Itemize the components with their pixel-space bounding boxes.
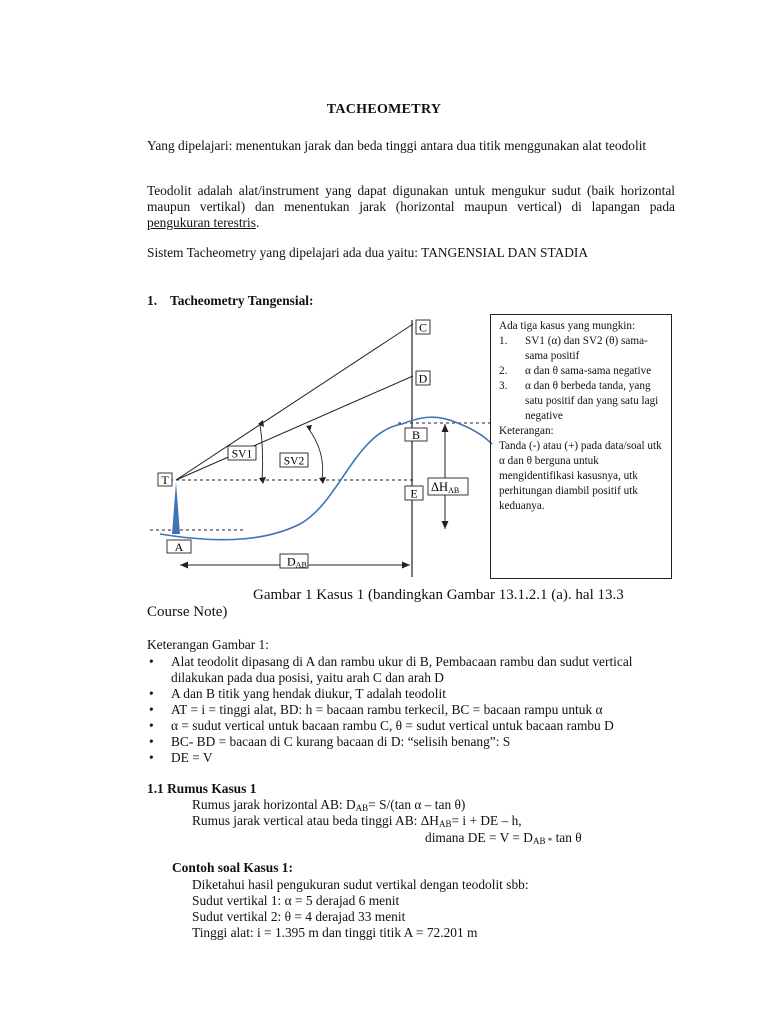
note-text: Tanda (-) atau (+) pada data/soal utk α dan θ berguna untuk mengidentifikasi kasusnya, utk perhitungan diambil positif utk keduanya. (499, 440, 662, 512)
dh-arrow-top (442, 424, 449, 432)
list-item: • Alat teodolit dipasang di A dan rambu ukur di B, Pembacaan rambu dan sudut vertical dilakukan pada dua posisi, yaitu arah C dan arah D (147, 654, 667, 686)
label-b: B (411, 428, 421, 442)
case-note-box (490, 314, 672, 579)
dh-arrow-bottom (442, 521, 449, 529)
note-heading: Keterangan: (499, 425, 554, 437)
list-item: • DE = V (147, 750, 667, 766)
figure-caption-line2: Course Note) (147, 604, 228, 620)
label-delta-h: ΔHAB (431, 480, 460, 495)
label-sv1: SV1 (231, 448, 253, 461)
tacheometry-diagram (140, 312, 500, 587)
contoh-heading: Contoh soal Kasus 1: (172, 860, 293, 875)
label-c: C (418, 320, 428, 335)
figure-caption-line1: Gambar 1 Kasus 1 (bandingkan Gambar 13.1.2.1 (a). hal 13.3 (253, 587, 624, 603)
angle-arc-sv1 (260, 424, 263, 480)
intro-theodolite (147, 183, 675, 231)
keterangan-heading: Keterangan Gambar 1: (147, 637, 269, 652)
intro-systems: Sistem Tacheometry yang dipelajari ada dua yaitu: TANGENSIAL DAN STADIA (147, 245, 589, 260)
list-item: • BC- BD = bacaan di C kurang bacaan di D: “selisih benang”: S (147, 734, 667, 750)
page-title: TACHEOMETRY (326, 102, 442, 117)
label-sv2: SV2 (283, 455, 305, 468)
label-e: E (410, 486, 418, 501)
list-item: • A dan B titik yang hendak diukur, T adalah teodolit (147, 686, 667, 702)
angle-arc-sv2 (308, 428, 323, 480)
rumus-line2: Rumus jarak vertical atau beda tinggi AB: $\Delta H_{AB}= i$ + DE – h, (192, 813, 522, 829)
rumus-heading: 1.1 Rumus Kasus 1 (147, 781, 257, 796)
theodolite-instrument (172, 482, 180, 534)
terrestrial-link[interactable]: pengukuran terestris (147, 215, 256, 230)
intro-learned: Yang dipelajari: menentukan jarak dan beda tinggi antara dua titik menggunakan alat teodolit (147, 138, 647, 153)
theodolite-end: . (255, 215, 260, 230)
list-item: • α = sudut vertical untuk bacaan rambu C, θ = sudut vertical untuk bacaan rambu D (147, 718, 667, 734)
dab-arrow-left (180, 562, 188, 569)
label-dab: DAB (287, 554, 307, 570)
section-number: 1. (147, 293, 158, 308)
list-item: • AT = i = tinggi alat, BD: h = bacaan rambu terkecil, BC = bacaan rampu untuk α (147, 702, 667, 718)
case-item: 2. α dan θ sama-sama negative (499, 365, 652, 377)
label-t: T (161, 473, 169, 487)
label-d: D (418, 371, 428, 386)
label-a: A (174, 540, 184, 554)
rumus-line1: Rumus jarak horizontal AB: $D_{AB}= S/(\tan$ α – tan θ) (192, 797, 466, 813)
section-heading: Tacheometry Tangensial: (170, 293, 314, 308)
note-intro: Ada tiga kasus yang mungkin: (499, 320, 636, 332)
contoh-line: Diketahui hasil pengukuran sudut vertikal dengan teodolit sbb: (192, 877, 529, 892)
case-item: 1. SV1 (α) dan SV2 (θ) sama-sama positif (499, 335, 648, 362)
contoh-line: Sudut vertikal 1: α = 5 derajad 6 menit (192, 893, 400, 908)
theodolite-text: Teodolit adalah alat/instrument yang dapat digunakan untuk mengukur sudut (baik horizontal maupun vertikal) dan menentukan jarak (horizontal maupun vertical) di lapangan pada (147, 183, 675, 214)
case-list (499, 334, 667, 424)
contoh-line: Tinggi alat: i = 1.395 m dan tinggi titik A = 72.201 m (192, 925, 478, 940)
case-item: 3. α dan θ berbeda tanda, yang satu positif dan yang satu lagi negative (499, 380, 659, 422)
rumus-line3: dimana DE = $V = D_{AB *}$ tan θ (425, 830, 582, 846)
contoh-line: Sudut vertikal 2: θ = 4 derajad 33 menit (192, 909, 406, 924)
keterangan-list (147, 654, 667, 766)
dab-arrow-right (402, 562, 410, 569)
